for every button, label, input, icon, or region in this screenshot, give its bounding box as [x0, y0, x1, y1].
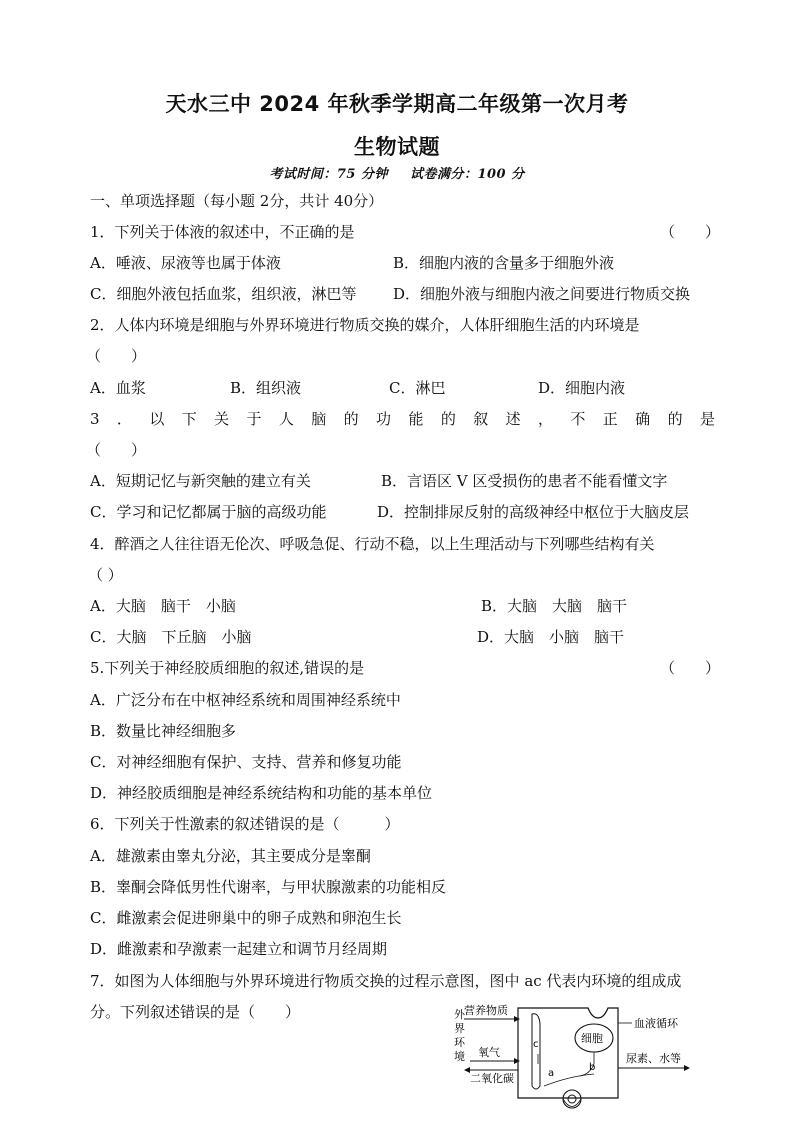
figure-nutrients-label: 营养物质	[464, 1004, 508, 1017]
question-3-answer-blank: （ ）	[86, 441, 147, 459]
question-5-option-c: C．对神经细胞有保护、支持、营养和修复功能	[90, 753, 402, 771]
urea-arrowhead	[684, 1065, 690, 1071]
figure-oxygen-label: 氧气	[478, 1046, 500, 1059]
question-5-answer-blank: （ ）	[659, 659, 720, 677]
question-4-option-b: B．大脑 大脑 脑干	[481, 597, 628, 615]
question-5-option-d: D．神经胶质细胞是神经系统结构和功能的基本单位	[90, 784, 433, 802]
question-4-answer-blank: （ ）	[88, 566, 123, 584]
question-4-option-c: C．大脑 下丘脑 小脑	[90, 628, 252, 646]
question-6-stem: 6．下列关于性激素的叙述错误的是（ ）	[90, 815, 400, 833]
exam-time: 考试时间：75 分钟	[269, 167, 388, 182]
question-4-option-a: A．大脑 脑干 小脑	[90, 597, 236, 615]
exam-subtitle: 生物试题	[354, 135, 440, 159]
question-3-option-c: C．学习和记忆都属于脑的高级功能	[90, 503, 327, 521]
figure-outside-env-3: 环	[454, 1036, 465, 1049]
figure-urea-label: 尿素、水等	[626, 1052, 681, 1065]
question-6-option-b: B．睾酮会降低男性代谢率，与甲状腺激素的功能相反	[90, 878, 447, 896]
question-1-option-d: D．细胞外液与细胞内液之间要进行物质交换	[393, 285, 691, 303]
figure-label-b: b	[589, 1062, 596, 1073]
figure-outside-env-4: 境	[454, 1050, 465, 1063]
question-4-stem: 4．醉酒之人往往语无伦次、呼吸急促、行动不稳，以上生理活动与下列哪些结构有关	[90, 535, 655, 553]
vessel-core	[568, 1095, 576, 1103]
question-5-stem: 5.下列关于神经胶质细胞的叙述,错误的是	[90, 659, 365, 677]
figure-label-c: c	[533, 1039, 539, 1050]
question-2-answer-blank: （ ）	[86, 347, 147, 365]
question-4-option-d: D．大脑 小脑 脑干	[477, 628, 625, 646]
figure-outside-env-2: 界	[454, 1022, 465, 1035]
question-2-option-a: A．血浆	[90, 379, 146, 397]
question-1-option-b: B．细胞内液的含量多于细胞外液	[393, 254, 615, 272]
exam-title: 天水三中 2024 年秋季学期高二年级第一次月考	[165, 92, 629, 116]
question-5-option-b: B．数量比神经细胞多	[90, 722, 237, 740]
question-6-option-c: C．雌激素会促进卵巢中的卵子成熟和卵泡生长	[90, 909, 402, 927]
question-2-option-b: B．组织液	[230, 379, 302, 397]
question-2-option-d: D．细胞内液	[538, 379, 626, 397]
question-3-option-d: D．控制排尿反射的高级神经中枢位于大脑皮层	[377, 503, 690, 521]
question-2-stem: 2．人体内环境是细胞与外界环境进行物质交换的媒介，人体肝细胞生活的内环境是	[90, 316, 640, 334]
figure-co2-label: 二氧化碳	[470, 1072, 514, 1085]
question-7-stem-continued: 分。下列叙述错误的是（ ）	[90, 1003, 301, 1021]
oxygen-arrowhead	[514, 1058, 520, 1064]
section-heading: 一、单项选择题（每小题 2分，共计 40分）	[90, 192, 384, 210]
figure-outside-env-1: 外	[454, 1008, 465, 1021]
figure-label-a: a	[548, 1068, 555, 1079]
exam-meta	[0, 163, 794, 182]
question-1-stem: 1．下列关于体液的叙述中，不正确的是	[90, 223, 355, 241]
figure-blood-circulation-label: 血液循环	[634, 1017, 678, 1030]
question-1-answer-blank: （ ）	[659, 223, 720, 241]
nutrients-arrowhead	[514, 1016, 520, 1022]
figure-cell-label: 细胞	[581, 1032, 603, 1045]
question-6-option-d: D．雌激素和孕激素一起建立和调节月经周期	[90, 940, 388, 958]
question-3-stem: 3 ． 以 下 关 于 人 脑 的 功 能 的 叙 述 ， 不 正 确 的 是	[90, 410, 715, 428]
question-5-option-a: A．广泛分布在中枢神经系统和周围神经系统中	[90, 691, 401, 709]
question-1-option-c: C．细胞外液包括血浆，组织液，淋巴等	[90, 285, 357, 303]
question-2-option-c: C．淋巴	[389, 379, 446, 397]
question-3-option-b: B．言语区 V 区受损伤的患者不能看懂文字	[381, 472, 668, 490]
question-3-option-a: A．短期记忆与新突触的建立有关	[90, 472, 311, 490]
exchange-diagram	[440, 1000, 740, 1123]
lymph-vessel	[532, 1014, 540, 1089]
internal-environment-box	[518, 1008, 618, 1098]
exam-score: 试卷满分：100 分	[409, 167, 525, 182]
question-7-stem: 7．如图为人体细胞与外界环境进行物质交换的过程示意图，图中 ac 代表内环境的组成成	[90, 972, 682, 990]
vessel-ring	[563, 1090, 581, 1108]
question-6-option-a: A．雄激素由睾丸分泌，其主要成分是睾酮	[90, 847, 371, 865]
question-1-option-a: A．唾液、尿液等也属于体液	[90, 254, 281, 272]
